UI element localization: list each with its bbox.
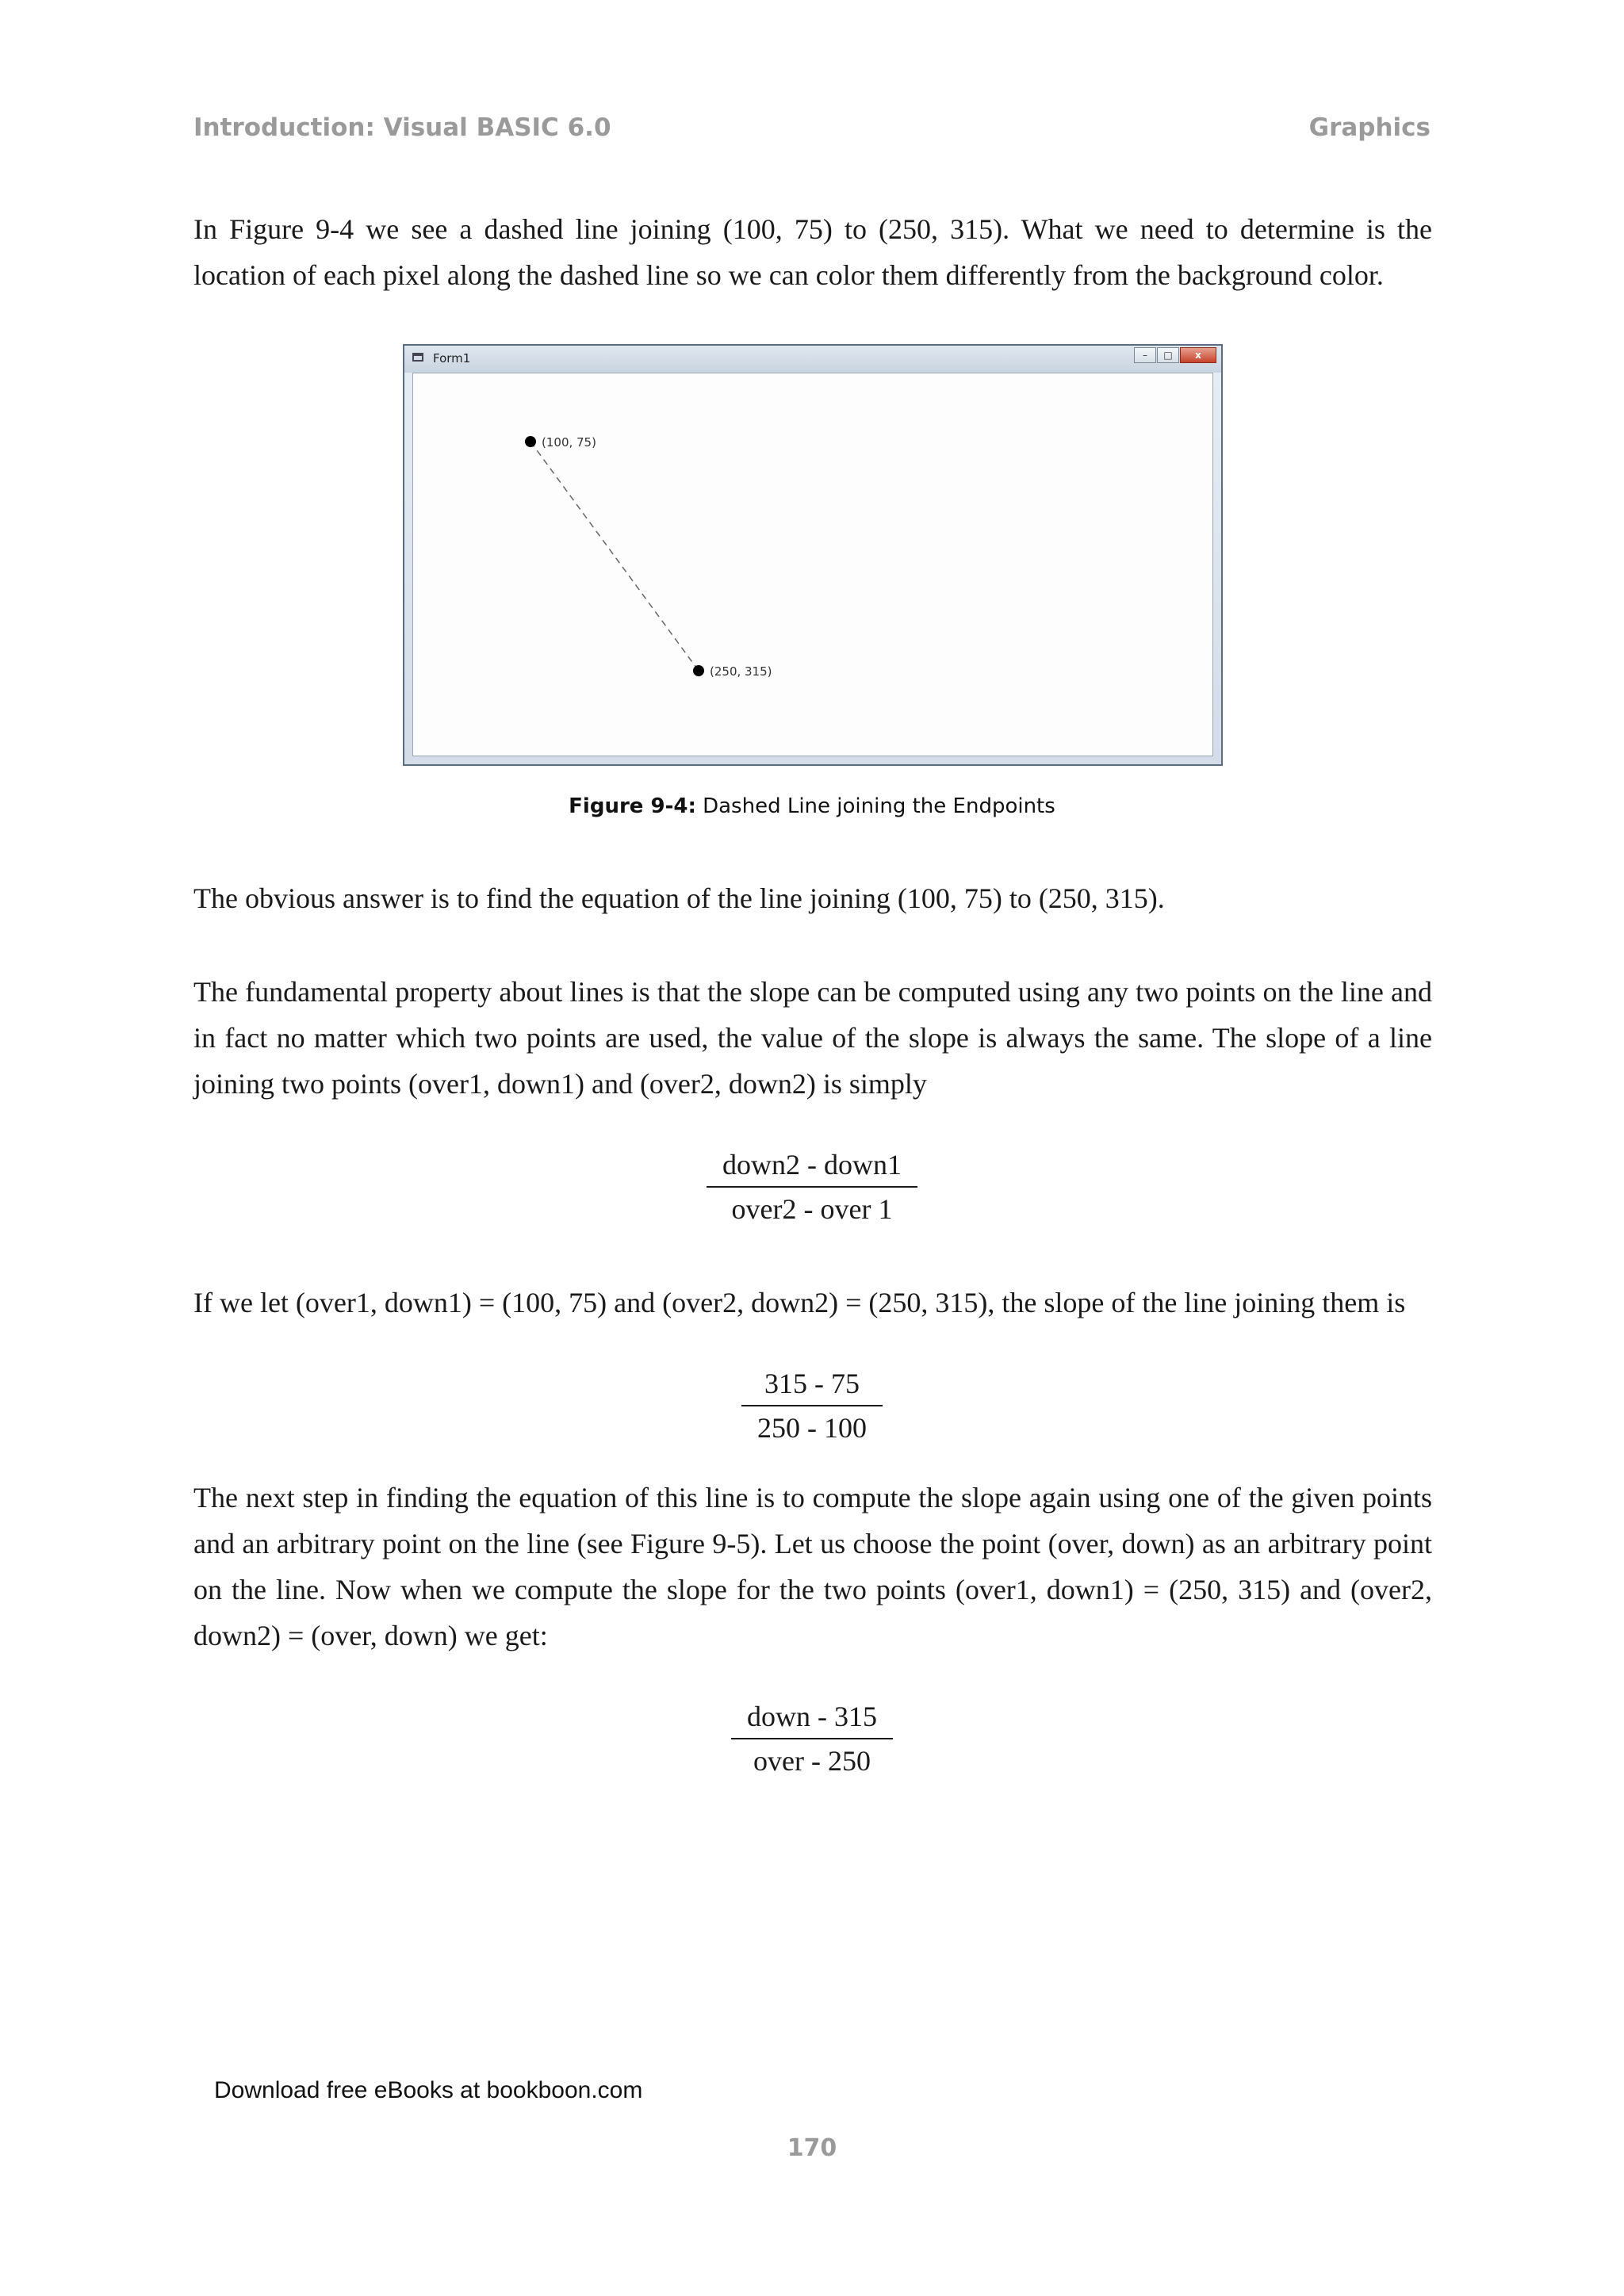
download-ebooks-link[interactable]: Download free eBooks at bookboon.com — [214, 2077, 643, 2103]
minimize-button[interactable]: – — [1134, 347, 1156, 363]
figure-caption — [0, 794, 1624, 818]
paragraph-slope-property: The fundamental property about lines is that the slope can be computed using any two points on the line and in fact no matter which two points are used, the value of the slope is always the same. The slope of a line joining two points (over1, down1) and (over2, down2) is simply — [193, 976, 1432, 1100]
fraction-numerator: 315 - 75 — [741, 1365, 883, 1406]
fraction-numerator: down - 315 — [731, 1698, 893, 1739]
form-icon — [412, 353, 423, 362]
paragraph-intro: In Figure 9-4 we see a dashed line joining (100, 75) to (250, 315). What we need to determine is the location of each pixel along the dashed line so we can color them differently from the background color. — [193, 213, 1432, 291]
paragraph-obvious-answer: The obvious answer is to find the equation of the line joining (100, 75) to (250, 315). — [193, 882, 1165, 914]
page-number: 170 — [787, 2134, 837, 2162]
dashed-line — [530, 442, 699, 671]
fraction-general-slope — [0, 1146, 1624, 1227]
maximize-button[interactable]: □ — [1157, 347, 1179, 363]
close-button[interactable]: x — [1180, 347, 1216, 363]
endpoint-1-dot — [525, 436, 536, 447]
endpoint-2-dot — [693, 665, 704, 676]
running-header-title: Introduction: Visual BASIC 6.0 — [193, 113, 611, 142]
endpoint-2-label: (250, 315) — [710, 664, 772, 679]
form-client-area — [412, 373, 1213, 756]
dashed-line-drawing — [413, 373, 1214, 757]
fraction-denominator: over2 - over 1 — [731, 1193, 893, 1225]
paragraph-let-points: If we let (over1, down1) = (100, 75) and (over2, down2) = (250, 315), the slope of the line joining them is — [193, 1287, 1406, 1318]
window-title: Form1 — [433, 351, 471, 365]
running-header-chapter: Graphics — [1308, 113, 1431, 142]
figure-caption-label: Figure 9-4: — [569, 794, 696, 818]
fraction-denominator: over - 250 — [753, 1745, 871, 1777]
fraction-numerator: down2 - down1 — [707, 1146, 917, 1188]
fraction-denominator: 250 - 100 — [757, 1412, 867, 1444]
figure-form-window — [403, 344, 1223, 766]
figure-caption-text: Dashed Line joining the Endpoints — [695, 794, 1055, 818]
endpoint-1-label: (100, 75) — [542, 435, 596, 450]
fraction-numeric-slope — [0, 1365, 1624, 1446]
window-titlebar — [404, 346, 1221, 373]
paragraph-next-step: The next step in finding the equation of this line is to compute the slope again using one of the given points and an arbitrary point on the line (see Figure 9-5). Let us choose the point (over, down) as an arbitrary point on the line. Now when we compute the slope for the two points (over1, down1) = (250, 315) and (over2, down2) = (over, down) we get: — [193, 1482, 1432, 1651]
fraction-arbitrary-slope — [0, 1698, 1624, 1779]
window-controls — [1133, 347, 1216, 363]
